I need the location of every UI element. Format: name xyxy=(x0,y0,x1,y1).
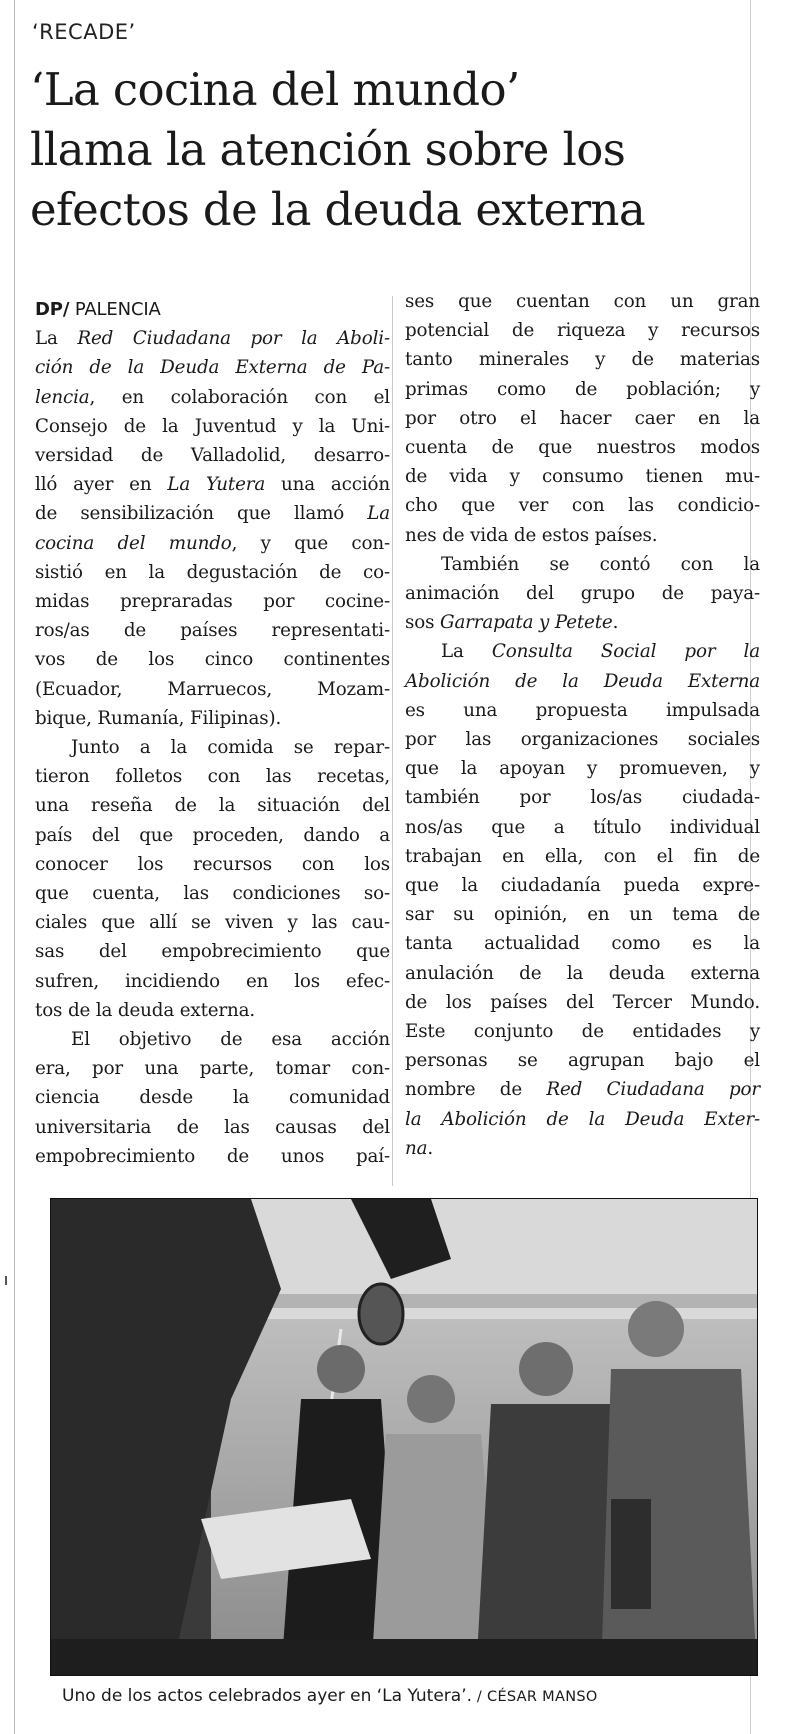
text-line xyxy=(405,404,760,433)
italic-run: Abolición de la Deuda Externa xyxy=(405,670,760,692)
text-run: potencial de riqueza y recursos xyxy=(405,320,760,342)
text-run: La xyxy=(441,641,492,663)
italic-run: La xyxy=(367,503,390,525)
text-run: empobrecimiento de unos paí- xyxy=(35,1145,390,1167)
text-run: también por los/as ciudada- xyxy=(405,787,760,809)
text-run: tos de la deuda externa. xyxy=(35,999,256,1021)
text-run: ciales que allí se viven y las cau- xyxy=(35,912,390,934)
text-run: sistió en la degustación de co- xyxy=(35,561,390,583)
text-run: trabajan en ella, con el fin de xyxy=(405,845,760,867)
text-line xyxy=(35,353,390,382)
text-run: sufren, incidiendo en los efec- xyxy=(35,970,390,992)
text-line xyxy=(35,791,390,820)
text-line xyxy=(405,550,760,579)
text-line xyxy=(405,1134,760,1163)
text-run: ciencia desde la comunidad xyxy=(35,1087,390,1109)
text-line xyxy=(35,412,390,441)
italic-run: La Yutera xyxy=(167,474,266,496)
italic-run: Garrapata y Petete xyxy=(439,612,613,634)
text-line xyxy=(405,375,760,404)
text-run: por otro el hacer caer en la xyxy=(405,407,760,429)
text-line xyxy=(35,908,390,937)
text-line xyxy=(405,725,760,754)
text-line xyxy=(35,616,390,645)
text-line xyxy=(405,579,760,608)
text-line xyxy=(405,608,760,637)
article-column-left xyxy=(35,295,390,1171)
text-line xyxy=(405,813,760,842)
text-run: Junto a la comida se repar- xyxy=(71,737,390,759)
italic-run: na xyxy=(405,1137,428,1159)
text-line xyxy=(35,1083,390,1112)
text-run: por las organizaciones sociales xyxy=(405,729,760,751)
text-run: (Ecuador, Marruecos, Mozam- xyxy=(35,678,390,700)
italic-run: ción de la Deuda Externa de Pa- xyxy=(35,357,390,379)
text-run: que cuenta, las condiciones so- xyxy=(35,883,390,905)
text-run: que la apoyan y promueven, y xyxy=(405,758,760,780)
text-line xyxy=(405,1046,760,1075)
text-line xyxy=(405,696,760,725)
italic-run: Consulta Social por la xyxy=(491,641,760,663)
text-run: También se contó con la xyxy=(441,553,760,575)
photo-illustration xyxy=(51,1199,757,1675)
text-run: tanto minerales y de materias xyxy=(405,349,760,371)
text-line xyxy=(35,879,390,908)
text-line xyxy=(35,675,390,704)
text-run: . xyxy=(427,1137,434,1159)
byline xyxy=(35,295,390,324)
text-run: cho que ver con las condicio- xyxy=(405,495,760,517)
text-run: era, por una parte, tomar con- xyxy=(35,1058,390,1080)
italic-run: cocina del mundo xyxy=(35,532,232,554)
text-line xyxy=(35,704,390,733)
text-run: versidad de Valladolid, desarro- xyxy=(35,445,390,467)
column-divider xyxy=(392,296,393,1186)
italic-run: Red Ciudadana por la Aboli- xyxy=(77,328,390,350)
caption-text: Uno de los actos celebrados ayer en ‘La Yutera’. xyxy=(62,1686,473,1706)
text-run: , y que con- xyxy=(231,532,391,554)
text-line xyxy=(35,937,390,966)
text-run: . xyxy=(612,612,619,634)
text-line xyxy=(405,871,760,900)
text-line xyxy=(405,462,760,491)
margin-mark xyxy=(5,1276,7,1285)
text-run: , en colaboración con el xyxy=(89,386,390,408)
text-line xyxy=(405,988,760,1017)
italic-run: lencia xyxy=(35,386,90,408)
text-run: personas se agrupan bajo el xyxy=(405,1050,760,1072)
text-line xyxy=(405,1017,760,1046)
text-run: nos/as que a título individual xyxy=(405,816,760,838)
text-line xyxy=(35,850,390,879)
text-line xyxy=(35,1054,390,1083)
text-line xyxy=(35,967,390,996)
italic-run: Red Ciudadana por xyxy=(546,1079,760,1101)
text-run: de vida y consumo tienen mu- xyxy=(405,466,760,488)
text-run: país del que proceden, dando a xyxy=(35,824,390,846)
text-line xyxy=(35,529,390,558)
text-line xyxy=(405,345,760,374)
text-run: anulación de la deuda externa xyxy=(405,962,760,984)
text-line xyxy=(405,842,760,871)
text-run: de sensibilización que llamó xyxy=(35,503,368,525)
text-run: conocer los recursos con los xyxy=(35,853,390,875)
text-line xyxy=(35,821,390,850)
text-line xyxy=(405,637,760,666)
text-run: de los países del Tercer Mundo. xyxy=(405,991,760,1013)
photo-credit: / CÉSAR MANSO xyxy=(472,1689,598,1705)
page-edge-rule xyxy=(14,0,15,1734)
text-run: tanta actualidad como es la xyxy=(405,933,760,955)
text-line xyxy=(35,996,390,1025)
text-run: La xyxy=(35,328,78,350)
text-line xyxy=(35,383,390,412)
text-line xyxy=(35,1113,390,1142)
italic-run: la Abolición de la Deuda Exter- xyxy=(405,1108,760,1130)
text-run: sos xyxy=(405,612,440,634)
text-run: vos de los cinco continentes xyxy=(35,649,390,671)
text-run: ros/as de países representati- xyxy=(35,620,390,642)
text-run: que la ciudadanía pueda expre- xyxy=(405,875,760,897)
text-run: una acción xyxy=(265,474,390,496)
byline-place: PALENCIA xyxy=(69,299,161,320)
photo-caption xyxy=(62,1686,598,1706)
headline-line: ‘La cocina del mundo’ xyxy=(30,63,520,116)
article-photo xyxy=(50,1198,758,1676)
text-line xyxy=(405,491,760,520)
text-run: tieron folletos con las recetas, xyxy=(35,766,390,788)
text-line xyxy=(405,287,760,316)
text-line xyxy=(35,441,390,470)
text-run: midas prepraradas por cocine- xyxy=(35,591,390,613)
text-run: cuenta de que nuestros modos xyxy=(405,437,760,459)
text-line xyxy=(405,667,760,696)
text-run: El objetivo de esa acción xyxy=(71,1029,390,1051)
text-run: animación del grupo de paya- xyxy=(405,583,760,605)
text-line xyxy=(405,929,760,958)
text-line xyxy=(405,1105,760,1134)
text-line xyxy=(35,762,390,791)
text-line xyxy=(35,587,390,616)
text-run: ses que cuentan con un gran xyxy=(405,291,760,312)
byline-agency: DP/ xyxy=(35,299,70,320)
text-run: bique, Rumanía, Filipinas). xyxy=(35,707,282,729)
text-line xyxy=(405,316,760,345)
text-line xyxy=(35,324,390,353)
text-line xyxy=(405,900,760,929)
text-line xyxy=(35,1025,390,1054)
text-run: sar su opinión, en un tema de xyxy=(405,904,760,926)
text-line xyxy=(405,959,760,988)
text-line xyxy=(405,783,760,812)
text-line xyxy=(35,499,390,528)
article-headline xyxy=(30,60,740,240)
text-line xyxy=(405,754,760,783)
headline-line: llama la atención sobre los xyxy=(30,123,626,176)
text-run: primas como de población; y xyxy=(405,378,760,400)
text-run: Este conjunto de entidades y xyxy=(405,1021,760,1043)
text-run: lló ayer en xyxy=(35,474,168,496)
text-run: nes de vida de estos países. xyxy=(405,524,658,546)
text-run: nombre de xyxy=(405,1079,547,1101)
text-line xyxy=(35,470,390,499)
text-line xyxy=(405,433,760,462)
article-kicker: ‘RECADE’ xyxy=(32,20,136,44)
text-line xyxy=(35,733,390,762)
text-line xyxy=(35,1142,390,1171)
text-line xyxy=(405,521,760,550)
text-line xyxy=(405,1075,760,1104)
text-run: una reseña de la situación del xyxy=(35,795,390,817)
text-line xyxy=(35,558,390,587)
article-column-right xyxy=(405,287,760,1163)
text-run: Consejo de la Juventud y la Uni- xyxy=(35,415,390,437)
text-line xyxy=(35,645,390,674)
text-run: es una propuesta impulsada xyxy=(405,699,760,721)
text-run: sas del empobrecimiento que xyxy=(35,941,390,963)
text-run: universitaria de las causas del xyxy=(35,1116,390,1138)
headline-line: efectos de la deuda externa xyxy=(30,183,646,236)
